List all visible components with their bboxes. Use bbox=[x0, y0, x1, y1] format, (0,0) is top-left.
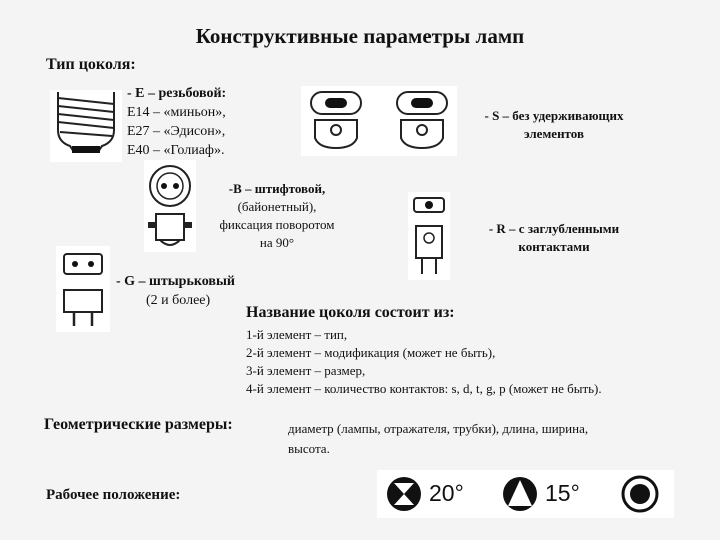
b-type-line: фиксация поворотом bbox=[219, 217, 335, 232]
angle-15-label: 15° bbox=[545, 480, 580, 506]
naming-item: 4-й элемент – количество контактов: s, d, t, g, p (может не быть). bbox=[246, 381, 602, 396]
page-title: Конструктивные параметры ламп bbox=[195, 24, 525, 48]
b-type-line: на 90° bbox=[259, 235, 295, 250]
e-type-item: Е27 – «Эдисон», bbox=[127, 124, 226, 139]
naming-item: 3-й элемент – размер, bbox=[246, 363, 366, 378]
r-recessed-base-image bbox=[408, 192, 450, 280]
e-type-label: - Е – резьбовой: bbox=[127, 86, 227, 101]
g-pin-base-image bbox=[56, 246, 110, 332]
any-position-icon bbox=[621, 475, 659, 513]
e-type-item: Е40 – «Голиаф». bbox=[127, 143, 225, 158]
s-type-label: - S – без удерживающих bbox=[484, 108, 624, 123]
b-type-label: -В – штифтовой, bbox=[228, 181, 326, 196]
g-type-line: (2 и более) bbox=[146, 293, 211, 308]
s-type-label: элементов bbox=[524, 126, 584, 141]
cap-down-position-icon bbox=[501, 475, 539, 513]
g-type-label: - G – штырьковый bbox=[116, 274, 235, 289]
position-heading: Рабочее положение: bbox=[46, 487, 181, 503]
naming-heading: Название цоколя состоит из: bbox=[246, 304, 455, 321]
hourglass-position-icon bbox=[385, 475, 423, 513]
geometry-text: диаметр (лампы, отражателя, трубки), длина, ширина, bbox=[288, 421, 589, 436]
e-thread-base-image bbox=[50, 90, 122, 162]
b-bayonet-base-image bbox=[144, 160, 196, 252]
e-type-item: Е14 – «миньон», bbox=[127, 105, 226, 120]
angle-20-label: 20° bbox=[429, 480, 464, 506]
geometry-text: высота. bbox=[288, 441, 330, 456]
geometry-heading: Геометрические размеры: bbox=[44, 416, 233, 433]
r-type-label: - R – с заглубленными bbox=[488, 221, 620, 236]
r-type-label: контактами bbox=[518, 239, 590, 254]
naming-item: 2-й элемент – модификация (может не быть), bbox=[246, 345, 496, 360]
naming-item: 1-й элемент – тип, bbox=[246, 327, 348, 342]
base-type-heading: Тип цоколя: bbox=[46, 56, 136, 73]
b-type-line: (байонетный), bbox=[237, 199, 317, 214]
position-icons-panel bbox=[377, 470, 674, 518]
s-base-image bbox=[301, 86, 457, 156]
